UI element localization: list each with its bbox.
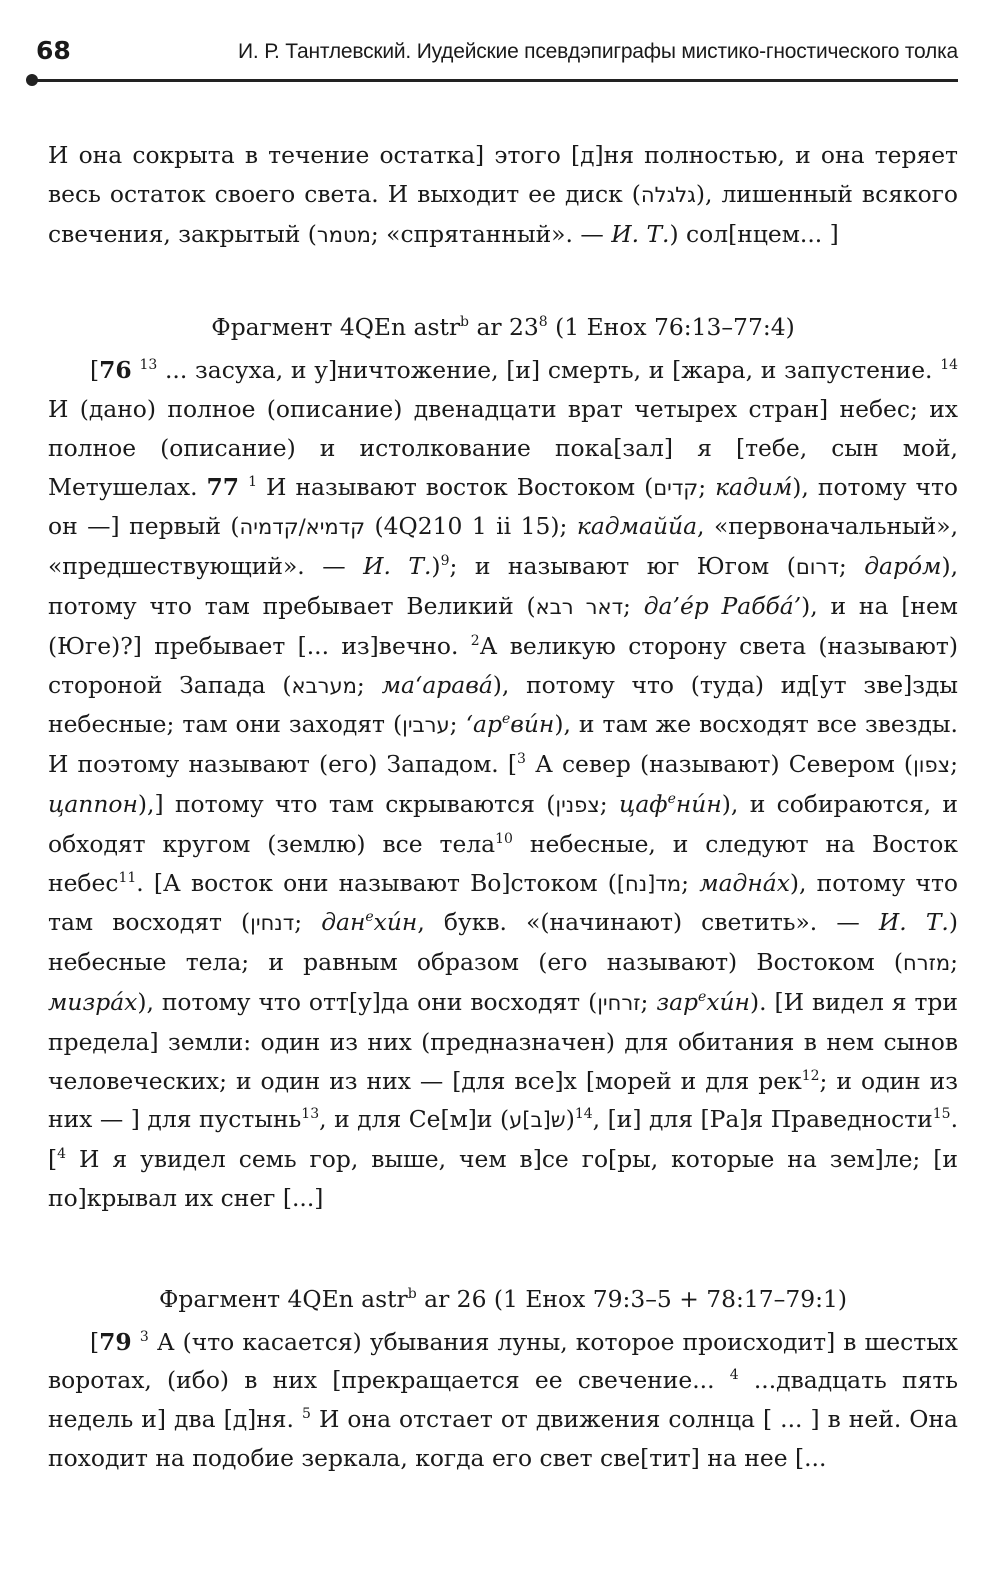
fragment-2-text: [79 $^3$ А (что касается) убывания луны, которое происходит] в шестых воротах, (ибо) в них [прекращается ее свечение... $^4$ ...двадцать пять недель и] два [д]ня. $^5$ И она отстает от движения солнца [ ... ] в ней. Она походит на подобие зеркала, когда его свет све[тит] на нее [... — [48, 1327, 958, 1472]
hebrew-word: גלגלה — [640, 182, 696, 207]
fragment-2-heading: Фрагмент 4QEn astr$^b$ ar 26 (1 Енох 79:3–5 + 78:17–79:1) — [158, 1284, 848, 1313]
page-header — [36, 36, 958, 76]
hebrew-word: מטמר — [316, 222, 371, 247]
running-title: И. Р. Тантлевский. Иудейские псевдэпиграфы мистико-гностического толка — [238, 40, 958, 63]
page-number: 68 — [36, 36, 71, 65]
header-rule — [30, 79, 958, 82]
fragment-1-text: [76 $^{13}$ ... засуха, и у]ничтожение, [и] смерть, и [жара, и запустение. $^{14}$ И (дано) полное (описание) двенадцати врат четырех стран] небес; их полное (описание) и истолкование пока[зал] я [тебе, сын мой, Метушелах. 77 $^1$ И называют восток Востоком (קדים; кадим́), потому что он —] первый (קדמיא/קדמיה (4Q210 1 ii 15); кадмайй́а, «первоначальный», «предшествующий». — И. Т.)$^9$; и называют юг Югом (דרום; даро́м), потому что там пребывает Великий (דאר רבא; да’е́р Рабба́’), и на [нем (Юге)?] пребывает [... из]вечно. $^2$А великую сторону света (называют) стороной Запада (מערבא; ма‘арава́), потому что (туда) ид[ут зве]зды небесные; там они заходят (ערבין; ‘$ар^еви́н$), и там же восходят все звезды. И поэтому называют (его) Западом. [$^3$ А север (называют) Севером (צפון; цаппон),] потому что там скрываются (צפנין; цаф$^е$ни́н), и собираются, и обходят кругом (землю) все тела$^{10}$ небесные, и следуют на Восток небес$^{11}$. [А восток они называют Во]стоком (מד[נח]; мадна́х), потому что там восходят (דנחין; дан$^е$хи́н, букв. «(начинают) светить». — И. Т.) небесные тела; и равным образом (его называют) Востоком (מזרח; мизра́х), потому что отт[у]да они восходят (זרחין; зар$^е$хи́н). [И видел я три предела] земли: один из них (предназначен) для обитания в нем сынов человеческих; и один из них — [для все]х [морей и для рек$^{12}$; и один из них — ] для пустынь$^{13}$, и для Се[м]и (ש[ב]ע)$^{14}$, [и] для [Ра]я Праведности$^{15}$. [$^4$ И я увидел семь гор, выше, чем в]се го[ры, которые на зем]ле; [и по]крывал их снег [...] — [48, 356, 959, 1212]
page-body — [48, 136, 958, 1478]
fragment-1-heading: Фрагмент 4QEn astr$^b$ ar $23^8$ (1 Енох 76:13–77:4) — [211, 313, 795, 342]
intro-paragraph: И она сокрыта в течение остатка] этого [д]ня полностью, и она теряет весь остаток своего света. И выходит ее диск (גלגלה), лишенный всякого свечения, закрытый (מטמר; «спрятанный». — И. Т.) сол[нцем... ] — [48, 141, 958, 248]
